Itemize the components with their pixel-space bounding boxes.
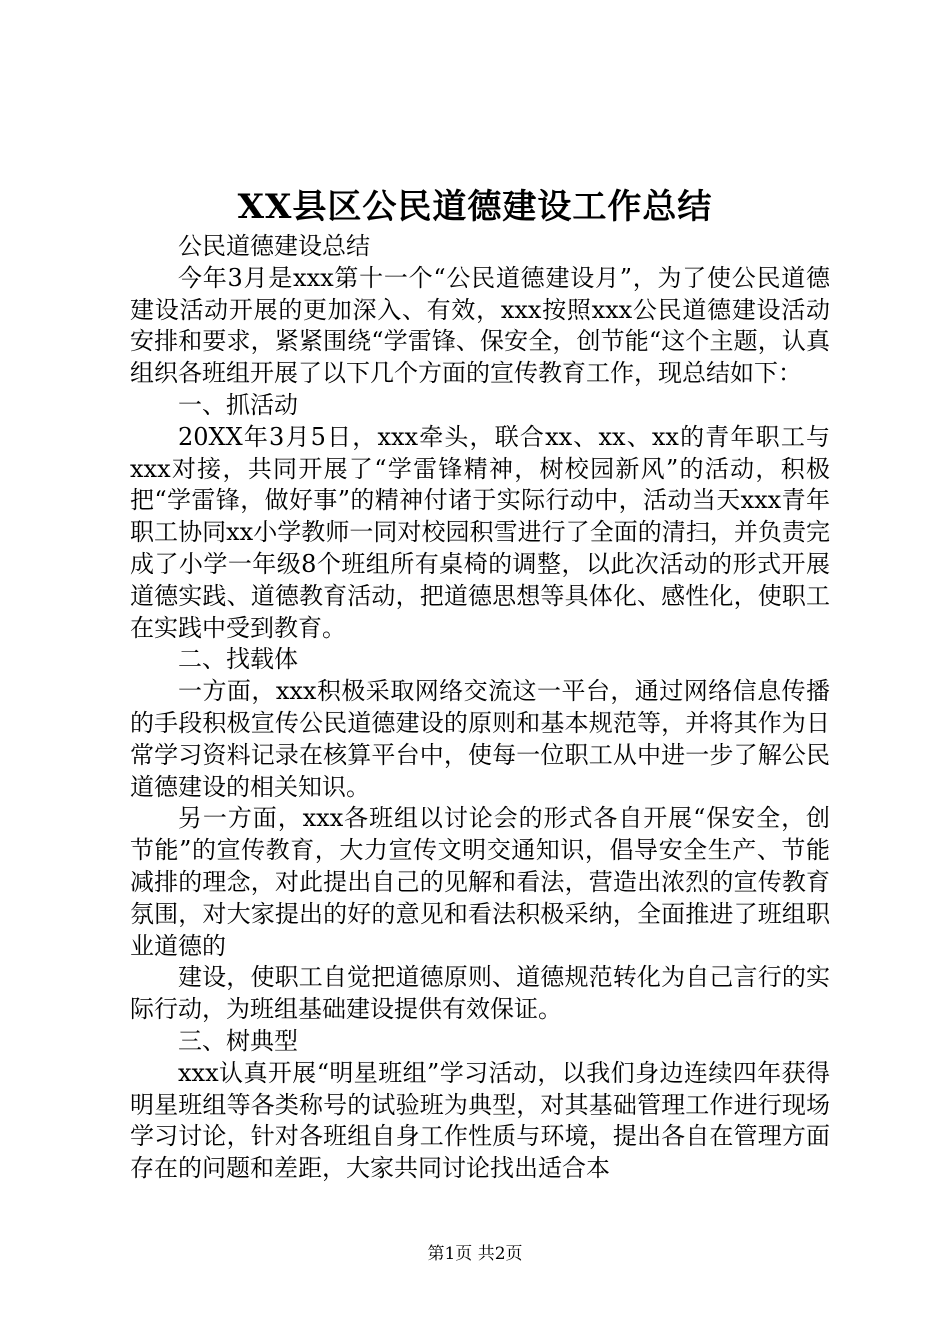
- page-number-footer: 第1页 共2页: [427, 1244, 523, 1264]
- document-body: [130, 231, 830, 1185]
- section-heading-activities: 一、抓活动: [178, 390, 298, 419]
- section-heading-models: 三、树典型: [178, 1026, 298, 1055]
- paragraph-models: xxx认真开展“明星班组”学习活动，以我们身边连续四年获得明星班组等各类称号的试验班为典型，对其基础管理工作进行现场学习讨论，针对各班组自身工作性质与环境，提出各自在管理方面存在的问题和差距，大家共同讨论找出适合本: [130, 1058, 830, 1183]
- document-subtitle: 公民道德建设总结: [178, 232, 370, 260]
- paragraph-carriers-online: 一方面，xxx积极采取网络交流这一平台，通过网络信息传播的手段积极宣传公民道德建设的原则和基本规范等，并将其作为日常学习资料记录在核算平台中，使每一位职工从中进一步了解公民道德建设的相关知识。: [130, 677, 830, 801]
- paragraph-intro: 今年3月是xxx第十一个“公民道德建设月”，为了使公民道德建设活动开展的更加深入、有效，xxx按照xxx公民道德建设活动安排和要求，紧紧围绕“学雷锋、保安全，创节能“这个主题，认真组织各班组开展了以下几个方面的宣传教育工作，现总结如下：: [130, 263, 830, 388]
- paragraph-activities: 20XX年3月5日，xxx牵头，联合xx、xx、xx的青年职工与xxx对接，共同开展了“学雷锋精神，树校园新风”的活动，积极把“学雷锋，做好事”的精神付诸于实际行动中，活动当天xxx青年职工协同xx小学教师一同对校园积雪进行了全面的清扫，并负责完成了小学一年级8个班组所有桌椅的调整，以此次活动的形式开展道德实践、道德教育活动，把道德思想等具体化、感性化，使职工在实践中受到教育。: [130, 422, 830, 642]
- document-title: XX县区公民道德建设工作总结: [237, 187, 713, 227]
- section-heading-carriers: 二、找载体: [178, 645, 298, 674]
- paragraph-carriers-continued: 建设，使职工自觉把道德原则、道德规范转化为自己言行的实际行动，为班组基础建设提供有效保证。: [130, 963, 830, 1024]
- paragraph-carriers-discussion: 另一方面，xxx各班组以讨论会的形式各自开展“保安全，创节能”的宣传教育，大力宣传文明交通知识，倡导安全生产、节能减排的理念，对此提出自己的见解和看法，营造出浓烈的宣传教育氛围，对大家提出的好的意见和看法积极采纳，全面推进了班组职业道德的: [130, 804, 830, 960]
